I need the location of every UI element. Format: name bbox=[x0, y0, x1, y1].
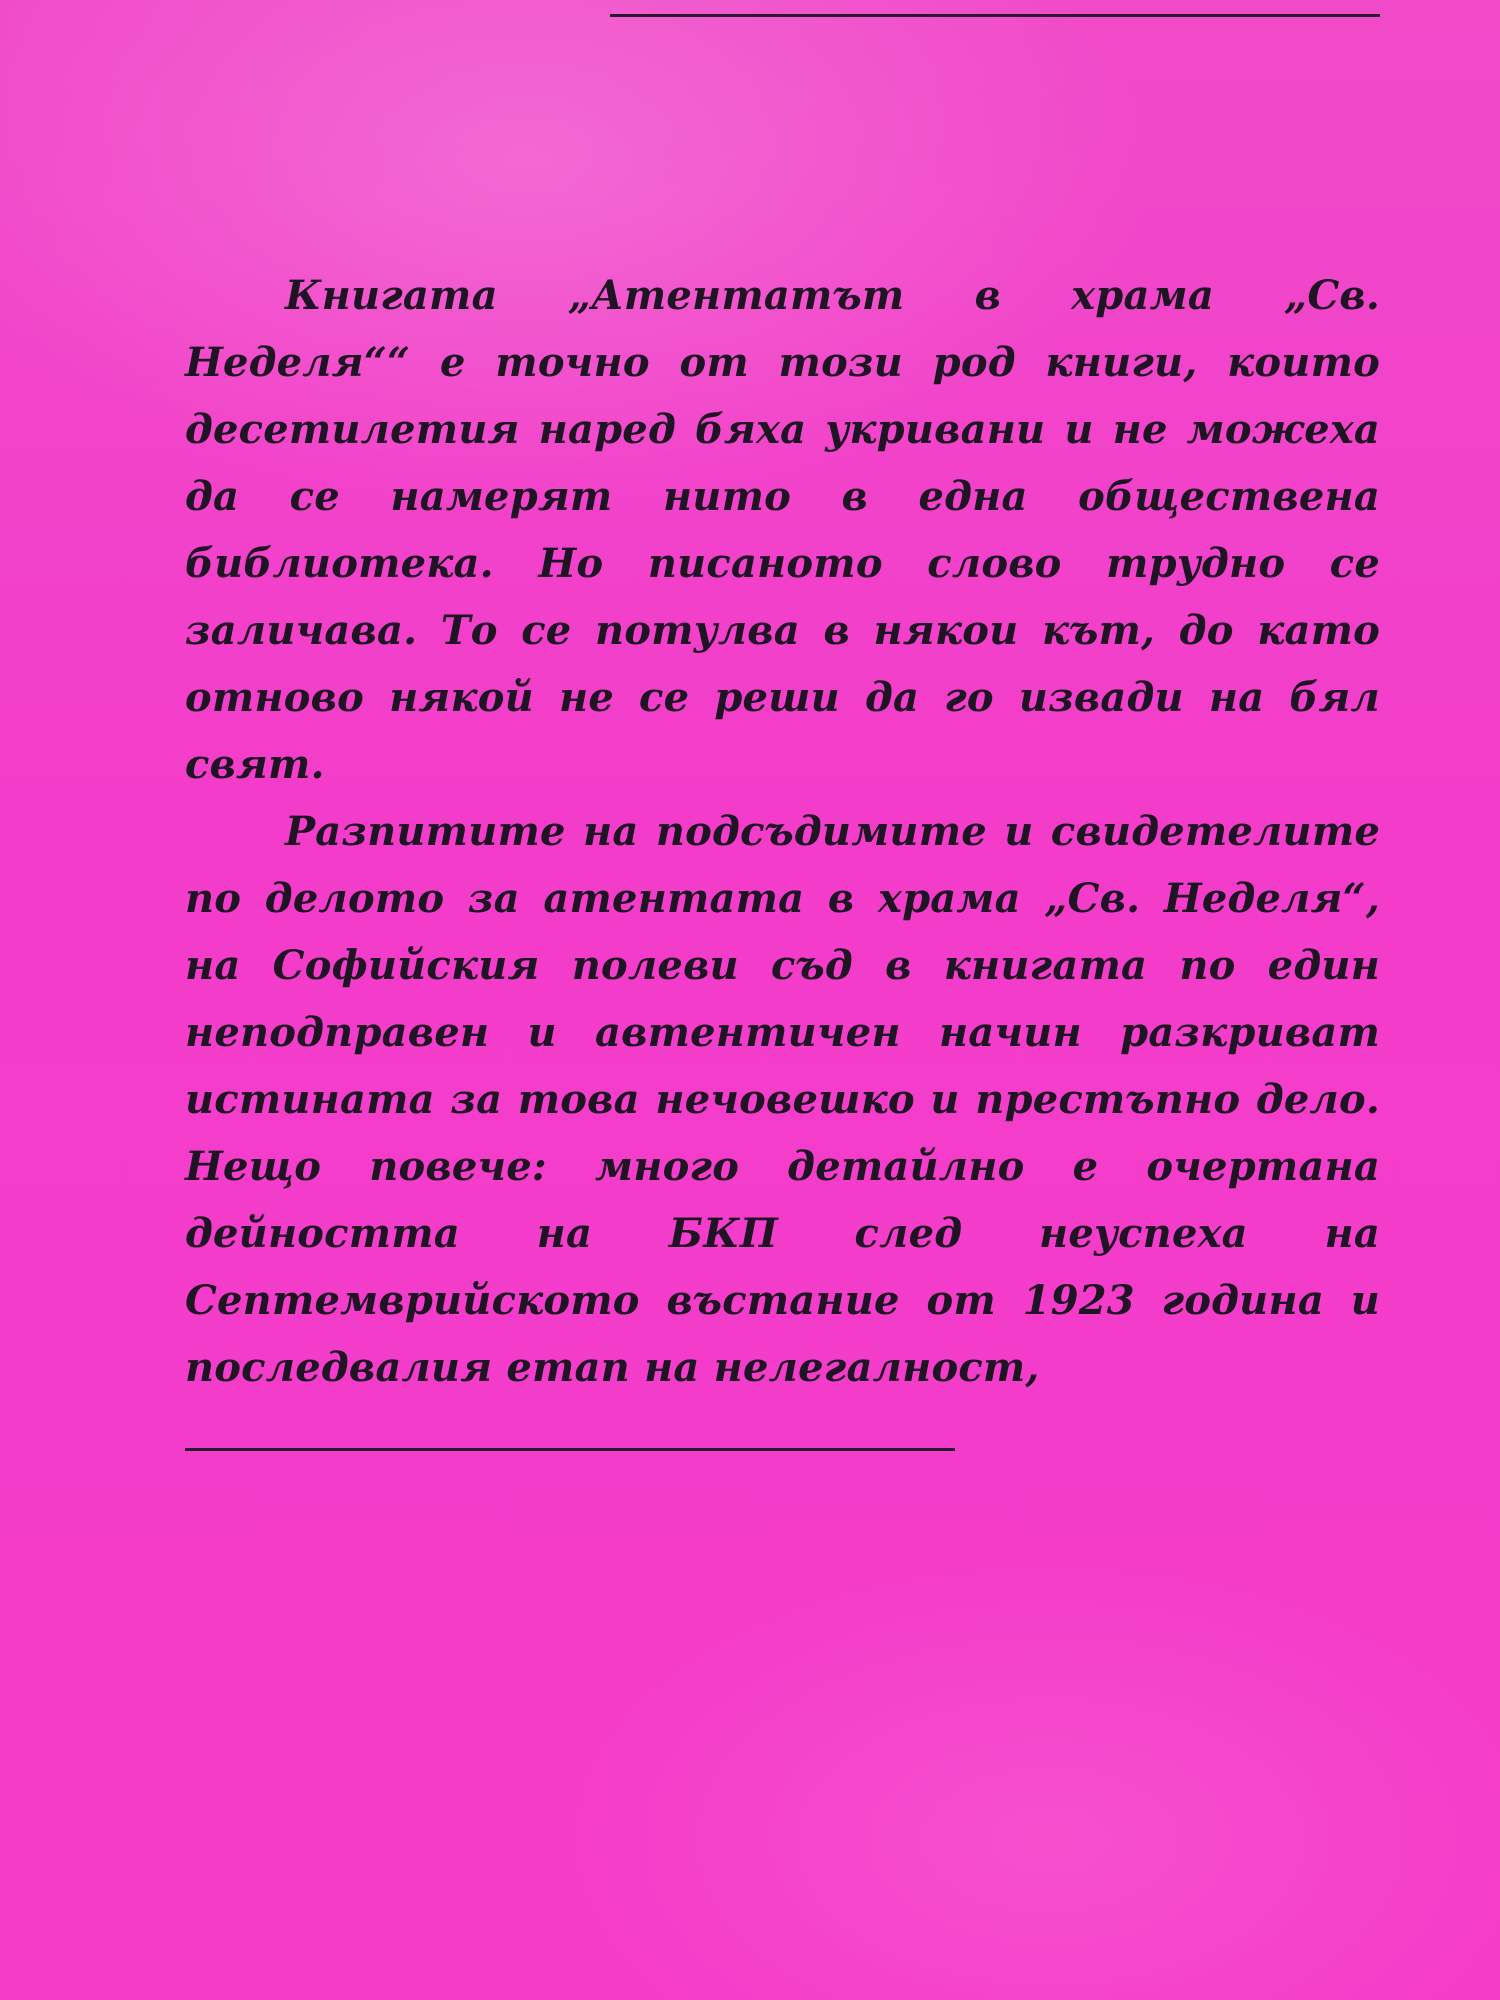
paragraph-2: Разпитите на подсъдимите и свидетелите по делото за атентата в храма „Св. Неделя“, на Софийския полеви съд в книгата по един неподправен и автентичен начин разкриват истината за това нечовешко и престъпно дело. Нещо повече: много детайлно е очертана дейността на БКП след неуспеха на Септемврийското въстание от 1923 година и последвалия етап на нелегалност, bbox=[185, 808, 1380, 1391]
body-text bbox=[185, 262, 1380, 1401]
bottom-divider-line bbox=[185, 1448, 955, 1451]
top-divider-line bbox=[610, 14, 1380, 17]
paragraph-1: Книгата „Атентатът в храма „Св. Неделя““ е точно от този род книги, които десетилетия наред бяха укривани и не можеха да се намерят нито в една обществена библиотека. Но писаното слово трудно се заличава. То се потулва в някои кът, до като отново някой не се реши да го извади на бял свят. bbox=[185, 272, 1380, 788]
